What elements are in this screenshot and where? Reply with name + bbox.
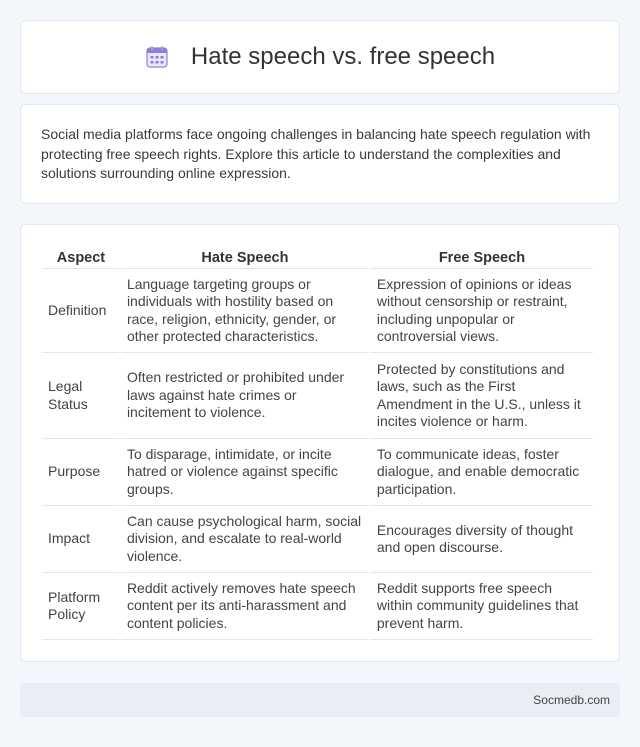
header-hate-speech: Hate Speech: [121, 241, 369, 269]
aspect-cell: Platform Policy: [43, 573, 119, 640]
free-speech-cell: Encourages diversity of thought and open discourse.: [371, 506, 593, 573]
intro-text: Social media platforms face ongoing challenges in balancing hate speech regulation with protecting free speech rights. Explore this article to understand the complexities and solutions surrounding online expression.: [41, 126, 591, 181]
aspect-cell: Definition: [43, 269, 119, 353]
free-speech-cell: Reddit supports free speech within community guidelines that prevent harm.: [371, 573, 593, 640]
table-header-row: [43, 241, 593, 269]
hate-speech-cell: Often restricted or prohibited under laws against hate crimes or incitement to violence.: [121, 353, 369, 439]
aspect-cell: Impact: [43, 506, 119, 573]
footer-site-link[interactable]: Socmedb.com: [533, 693, 610, 707]
free-speech-cell: Protected by constitutions and laws, such as the First Amendment in the U.S., unless it incites violence or harm.: [371, 353, 593, 439]
aspect-cell: Legal Status: [43, 353, 119, 439]
comparison-table-card: [20, 224, 620, 662]
page-title: Hate speech vs. free speech: [190, 43, 496, 70]
table-row: [43, 506, 593, 573]
table-row: [43, 573, 593, 640]
table-row: [43, 439, 593, 506]
free-speech-cell: To communicate ideas, foster dialogue, and enable democratic participation.: [371, 439, 593, 506]
free-speech-cell: Expression of opinions or ideas without censorship or restraint, including unpopular or controversial views.: [371, 269, 593, 353]
hate-speech-cell: Can cause psychological harm, social division, and escalate to real-world violence.: [121, 506, 369, 573]
footer: [20, 683, 620, 717]
header-free-speech: Free Speech: [371, 241, 593, 269]
aspect-cell: Purpose: [43, 439, 119, 506]
title-card: [20, 20, 620, 94]
calendar-icon: [145, 45, 169, 69]
hate-speech-cell: Reddit actively removes hate speech content per its anti-harassment and content policies.: [121, 573, 369, 640]
hate-speech-cell: Language targeting groups or individuals with hostility based on race, religion, ethnicity, gender, or other protected characteristics.: [121, 269, 369, 353]
intro-card: [20, 104, 620, 204]
comparison-table: [41, 241, 595, 640]
header-aspect: Aspect: [43, 241, 119, 269]
table-row: [43, 269, 593, 353]
hate-speech-cell: To disparage, intimidate, or incite hatred or violence against specific groups.: [121, 439, 369, 506]
table-row: [43, 353, 593, 439]
